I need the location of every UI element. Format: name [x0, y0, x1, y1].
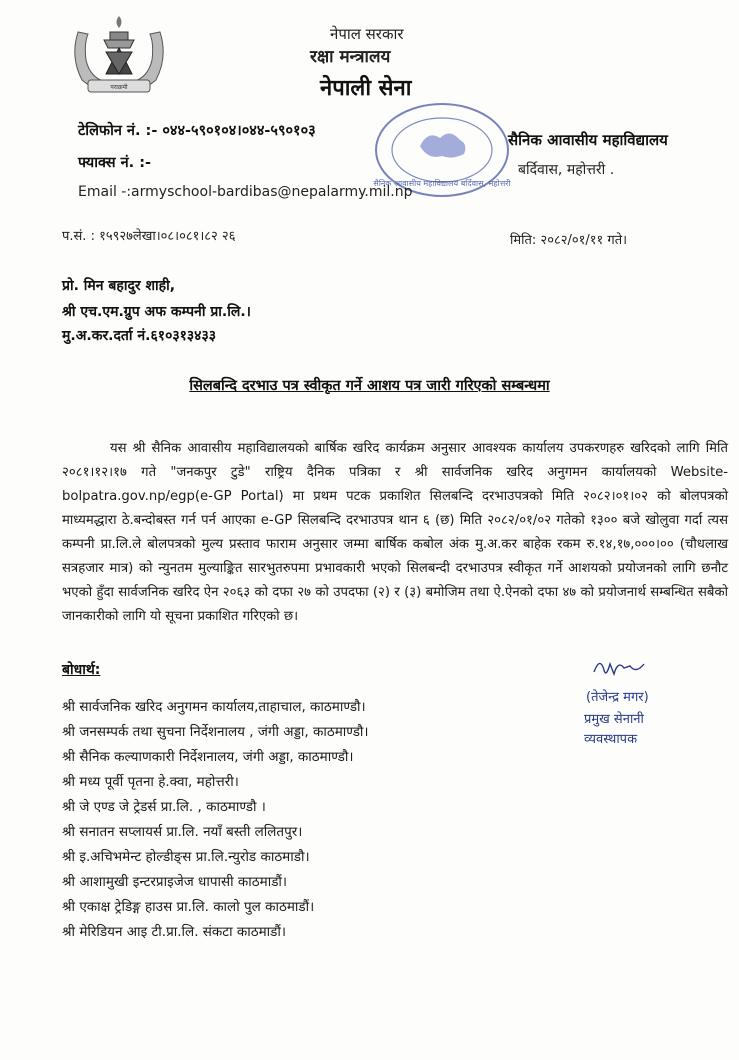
email-address: Email -:armyschool-bardibas@nepalarmy.mil.np — [78, 184, 413, 200]
cc-list-item: श्री जनसम्पर्क तथा सुचना निर्देशनालय , जंगी अड्डा, काठमाण्डौ। — [62, 724, 369, 740]
cc-list-item: श्री आशामुखी इन्टरप्राइजेज धापासी काठमाडौं। — [62, 874, 288, 890]
svg-text:सैनिक आवासीय महाविद्यालय बर्दि: सैनिक आवासीय महाविद्यालय बर्दिवास, महोत्तरी — [373, 179, 511, 188]
army-heading: नेपाली सेना — [320, 76, 412, 101]
cc-list-item: श्री मेरिडियन आइ टी.प्रा.लि. संकटा काठमाडौं। — [62, 924, 286, 940]
cc-list-item: श्री सार्वजनिक खरिद अनुगमन कार्यालय,ताहाचाल, काठमाण्डौ। — [62, 699, 366, 715]
ministry-heading: रक्षा मन्त्रालय — [310, 47, 391, 67]
recipient-company: श्री एच.एम.ग्रुप अफ कम्पनी प्रा.लि.। — [62, 304, 251, 320]
phone-number: टेलिफोन नं. :- ०४४-५९०१०४।०४४-५९०१०३ — [78, 123, 316, 139]
letter-subject: सिलबन्दि दरभाउ पत्र स्वीकृत गर्ने आशय पत्र जारी गरिएको सम्बन्धमा — [189, 378, 550, 394]
school-name: सैनिक आवासीय महाविद्यालय — [508, 131, 668, 149]
recipient-tax-number: मु.अ.कर.दर्ता नं.६१०३१३४३३ — [62, 328, 217, 344]
government-heading: नेपाल सरकार — [330, 25, 404, 43]
letter-reference-number: प.सं. : १५९२७लेखा।०८।०८१।८२ २६ — [62, 229, 236, 244]
cc-list-item: श्री मध्य पूर्वी पृतना हे.क्वा, महोत्तरी। — [62, 774, 239, 790]
svg-text:पराक्रमी: पराक्रमी — [110, 84, 128, 91]
recipient-name: प्रो. मिन बहादुर शाही, — [62, 278, 176, 294]
cc-list-item: श्री जे एण्ड जे ट्रेडर्स प्रा.लि. , काठमाण्डौ । — [62, 799, 266, 815]
cc-list-item: श्री इ.अचिभमेन्ट होल्डीङ्स प्रा.लि.न्युरोड काठमाडौ। — [62, 849, 310, 865]
army-emblem-icon — [66, 12, 172, 98]
signatory-rank: प्रमुख सेनानी — [584, 712, 644, 727]
school-address: बर्दिवास, महोत्तरी . — [518, 162, 615, 178]
cc-list-item: श्री सैनिक कल्याणकारी निर्देशनालय, जंगी अड्डा, काठमाण्डौ। — [62, 749, 354, 765]
fax-number: फ्याक्स नं. :- — [78, 155, 152, 171]
cc-label: बोधार्थ: — [62, 662, 101, 678]
letter-date: मिति: २०८२/०१/११ गते। — [510, 233, 628, 248]
signatory-name: (तेजेन्द्र मगर) — [586, 690, 649, 705]
signature-icon — [590, 652, 650, 682]
signatory-role: व्यवस्थापक — [584, 732, 638, 747]
letter-body: यस श्री सैनिक आवासीय महाविद्यालयको बार्षिक खरिद कार्यक्रम अनुसार आवश्यक कार्यालय उपकरणहरु खरिदको लागि मिति २०८१।१२।१७ गते "जनकपुर टुडे" राष्ट्रिय दैनिक पत्रिका र श्री सार्वजनिक खरिद अनुगमन कार्यालयको Website-bolpatra.gov.np/egp(e-GP Portal) मा प्रथम पटक प्रकाशित सिलबन्दि दरभाउपत्रको मिति २०८२।०१।०२ को बोलपत्रको माध्यमद्धारा ठे.बन्दोबस्त गर्न पर्न आएका e-GP सिलबन्दि दरभाउपत्र थान ६ (छ) मिति २०८२/०१/०२ गतेको १३०० बजे खोलुवा गर्दा त्यस कम्पनी प्रा.लि.ले बोलपत्रको मुल्य प्रस्ताव फाराम अनुसार जम्मा बार्षिक कबोल अंक मु.अ.कर बाहेक रकम रु.१४,१७,०००।०० (चौधलाख सत्रहजार मात्र) को न्युनतम मुल्याङ्कित सारभुतरुपमा प्रभावकारी भएको सिलबन्दी दरभाउपत्र स्वीकृत गर्ने आशयको प्रयोजनको लागि छनौट भएको हुँदा सार्वजनिक खरिद ऐन २०६३ को दफा २७ को उपदफा (२) र (३) बमोजिम तथा ऐ.ऐनको दफा ४७ को प्रयोजनार्थ सम्बन्धित सबैको जानकारीको लागि यो सूचना प्रकाशित गरिएको छ। — [62, 441, 728, 624]
cc-list-item: श्री सनातन सप्लायर्स प्रा.लि. नयाँ बस्ती ललितपुर। — [62, 824, 303, 840]
cc-list-item: श्री एकाक्ष ट्रेडिङ्ग हाउस प्रा.लि. कालो पुल काठमाडौं। — [62, 899, 315, 915]
